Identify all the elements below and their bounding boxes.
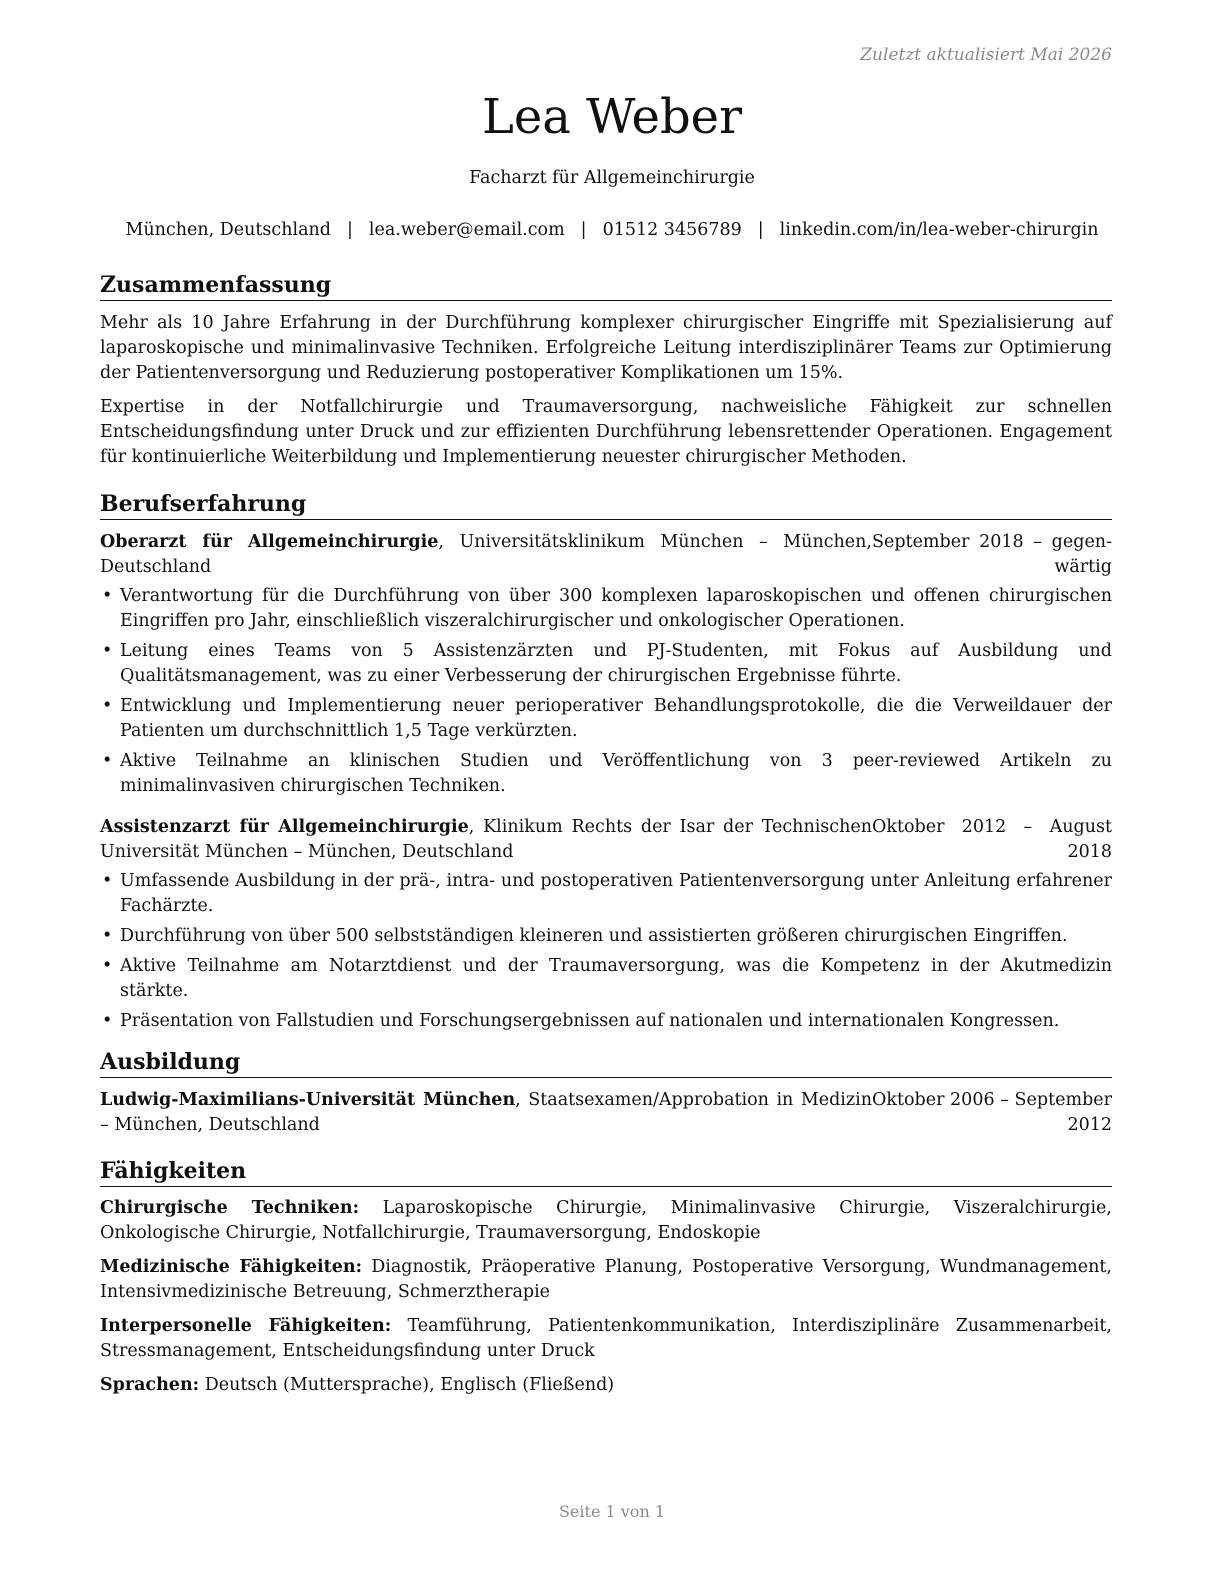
contact-separator: | [580, 220, 587, 240]
section-heading: Berufserfahrung [100, 490, 1112, 520]
education-school: Ludwig-Maximilians-Universität München [100, 1090, 516, 1110]
job-org: , Klinikum Rechts der Isar der Technischen Universität München – München, Deutschland [100, 817, 872, 862]
summary-paragraph: Expertise in der Notfallchirurgie und Traumaversorgung, nachweisliche Fähigkeit zur schnellen Entscheidungsfindung unter Druck und zur effizienten Durchführung lebensrettender Operationen. Engagement für kontinuierliche Weiterbildung und Implementierung neuester chirurgischer Methoden. [100, 397, 1112, 467]
summary-paragraph: Mehr als 10 Jahre Erfahrung in der Durchführung komplexer chirurgischer Eingriffe mit Spezialisierung auf laparoskopische und minimalinvasive Techniken. Erfolgreiche Leitung interdisziplinärer Teams zur Optimierung der Patientenversorgung und Reduzierung postoperativer Komplikationen um 15%. [100, 313, 1112, 383]
skill-label: Chirurgische Techniken: [100, 1198, 360, 1218]
page-number: Seite 1 von 1 [558, 1502, 666, 1521]
education-dates: Oktober 2006 – September 2012 [872, 1090, 1112, 1135]
skill-group [100, 1314, 1112, 1364]
education-school-details [100, 1088, 872, 1138]
job-role: Assistenzarzt für Allgemeinchirurgie [100, 817, 469, 837]
contact-line [0, 220, 1224, 240]
job-dates: Oktober 2012 – August 2018 [872, 817, 1112, 862]
skill-value: Laparoskopische Chirurgie, Minimalinvasive Chirurgie, Viszeralchirurgie, Onkologische Chirurgie, Notfallchirurgie, Traumaversorgung, Endoskopie [100, 1198, 1112, 1243]
section-heading: Zusammenfassung [100, 271, 1112, 301]
education-section [100, 1048, 1112, 1138]
list-item: • Umfassende Ausbildung in der prä-, intra- und postoperativen Patientenversorgung unter Anleitung erfahrener Fachärzte. [100, 869, 1112, 919]
job-title: Facharzt für Allgemeinchirurgie [469, 168, 755, 188]
skill-label: Interpersonelle Fähigkeiten: [100, 1316, 392, 1336]
job-header [100, 815, 1112, 865]
contact-separator: | [346, 220, 353, 240]
list-item: • Aktive Teilnahme an klinischen Studien und Veröffentlichung von 3 peer-reviewed Artikeln zu minimalinvasiven chirurgischen Techniken. [100, 749, 1112, 799]
contact-separator: | [757, 220, 764, 240]
list-item: • Leitung eines Teams von 5 Assistenzärzten und PJ-Studenten, mit Fokus auf Ausbildung und Qualitätsmanagement, was zu einer Verbesserung der chirurgischen Ergebnisse führte. [100, 639, 1112, 689]
skill-value: Teamführung, Patientenkommunikation, Interdisziplinäre Zusammenarbeit, Stressmanagement, Entscheidungsfindung unter Druck [100, 1316, 1112, 1361]
summary-section [100, 271, 1112, 470]
list-item: • Verantwortung für die Durchführung von über 300 komplexen laparoskopischen und offenen chirurgischen Eingriffen pro Jahr, einschließlich viszeralchirurgischer und onkologischer Operationen. [100, 584, 1112, 634]
skills-section [100, 1157, 1112, 1398]
job-header [100, 530, 1112, 580]
job-bullets [100, 869, 1112, 1034]
skill-label: Sprachen: [100, 1375, 200, 1395]
job-role: Oberarzt für Allgemeinchirurgie [100, 532, 439, 552]
section-heading: Ausbildung [100, 1048, 1112, 1078]
education-entry [100, 1088, 1112, 1138]
education-details: , Staatsexamen/Approbation in Medizin – München, Deutschland [100, 1090, 872, 1135]
contact-linkedin[interactable]: linkedin.com/in/lea-weber-chirurgin [779, 220, 1099, 240]
experience-section [100, 490, 1112, 1039]
job-entry [100, 815, 1112, 1034]
job-role-org [100, 815, 872, 865]
contact-phone: 01512 3456789 [602, 220, 742, 240]
job-entry [100, 530, 1112, 799]
skill-group [100, 1196, 1112, 1246]
list-item: • Präsentation von Fallstudien und Forschungsergebnissen auf nationalen und internationalen Kongressen. [100, 1009, 1112, 1034]
skill-group [100, 1373, 1112, 1398]
contact-location: München, Deutschland [125, 220, 331, 240]
job-bullets [100, 584, 1112, 799]
list-item: • Aktive Teilnahme am Notarztdienst und der Traumaversorgung, was die Kompetenz in der Akutmedizin stärkte. [100, 954, 1112, 1004]
list-item: • Durchführung von über 500 selbstständigen kleineren und assistierten größeren chirurgischen Eingriffen. [100, 924, 1112, 949]
skill-label: Medizinische Fähigkeiten: [100, 1257, 363, 1277]
skill-value: Diagnostik, Präoperative Planung, Postoperative Versorgung, Wundmanagement, Intensivmedizinische Betreuung, Schmerztherapie [100, 1257, 1112, 1302]
candidate-name: Lea Weber [481, 89, 743, 145]
updated-date: Zuletzt aktualisiert Mai 2026 [860, 45, 1112, 65]
section-heading: Fähigkeiten [100, 1157, 1112, 1187]
skill-value: Deutsch (Muttersprache), Englisch (Fließend) [204, 1375, 615, 1395]
job-role-org [100, 530, 872, 580]
job-dates: September 2018 – gegenwärtig [872, 532, 1112, 577]
contact-email[interactable]: lea.weber@email.com [368, 220, 565, 240]
job-org: , Universitätsklinikum München – München, Deutschland [100, 532, 872, 577]
list-item: • Entwicklung und Implementierung neuer perioperativer Behandlungsprotokolle, die die Verweildauer der Patienten um durchschnittlich 1,5 Tage verkürzten. [100, 694, 1112, 744]
skill-group [100, 1255, 1112, 1305]
